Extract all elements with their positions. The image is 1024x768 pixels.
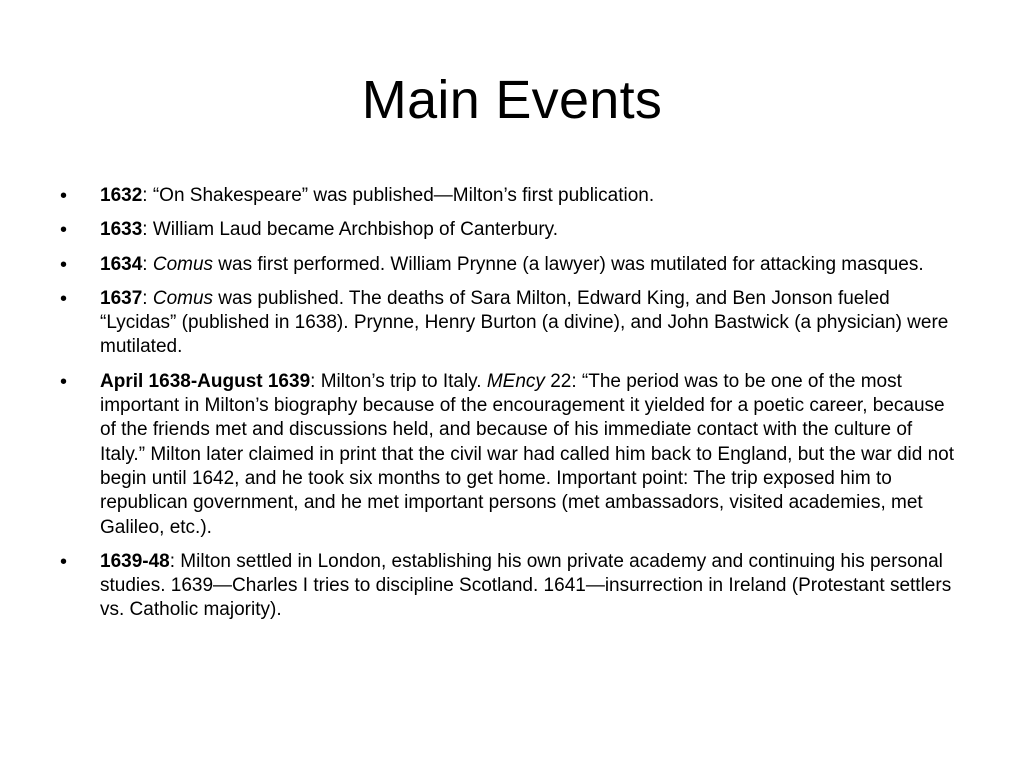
event-text: “On Shakespeare” was published—Milton’s first publication. (152, 185, 655, 206)
events-list (60, 184, 960, 633)
list-item (60, 550, 960, 623)
event-date: 1637 (100, 287, 143, 309)
event-date: 1633 (100, 219, 143, 241)
event-text: 22: “The period was to be one of the most important in Milton’s biography because of the encouragement it yielded for a poetic career, because of the friends met and discussions held, and because of his immediate contact with the culture of Italy.” Milton later claimed in print that the civil war had called him back to England, but the war did not begin until 1642, and he took six months to get home. Important point: The trip exposed him to republican government, and he met important persons (met ambassadors, visited academies, met Galileo, etc.). (100, 370, 955, 538)
event-text-intro: Milton’s trip to Italy. (320, 370, 487, 392)
event-text: Milton settled in London, establishing his own private academy and continuing his personal studies. 1639—Charles I tries to discipline Scotland. 1641—insurrection in Ireland (Protestant settlers vs. Catholic majority). (100, 550, 952, 621)
work-title: MEncy (486, 370, 545, 392)
event-separator: : (310, 370, 321, 392)
bullet-icon: • (60, 253, 68, 276)
event-text: William Laud became Archbishop of Canterbury. (152, 219, 559, 241)
bullet-icon: • (60, 550, 68, 573)
event-separator: : (142, 185, 153, 206)
bullet-icon: • (60, 287, 68, 310)
work-title: Comus (152, 253, 214, 275)
bullet-icon: • (60, 219, 68, 242)
list-item (60, 287, 960, 360)
event-separator: : (169, 550, 181, 572)
list-item (60, 184, 960, 208)
work-title: Comus (152, 287, 214, 309)
event-text: was first performed. William Prynne (a lawyer) was mutilated for attacking masques. (213, 253, 924, 275)
bullet-icon: • (60, 370, 68, 393)
list-item (60, 218, 960, 242)
event-separator: : (142, 219, 153, 241)
event-date: 1634 (100, 253, 143, 275)
event-date: 1639-48 (100, 550, 170, 572)
event-date: 1632 (100, 185, 143, 206)
event-date: April 1638-August 1639 (100, 370, 311, 392)
event-separator: : (142, 287, 153, 309)
event-text: was published. The deaths of Sara Milton, Edward King, and Ben Jonson fueled “Lycidas” (published in 1638). Prynne, Henry Burton (a divine), and John Bastwick (a physician) were mutilated. (100, 287, 949, 358)
slide-title: Main Events (361, 70, 663, 130)
list-item (60, 253, 960, 277)
event-separator: : (142, 253, 153, 275)
list-item (60, 370, 960, 540)
bullet-icon: • (60, 185, 68, 207)
